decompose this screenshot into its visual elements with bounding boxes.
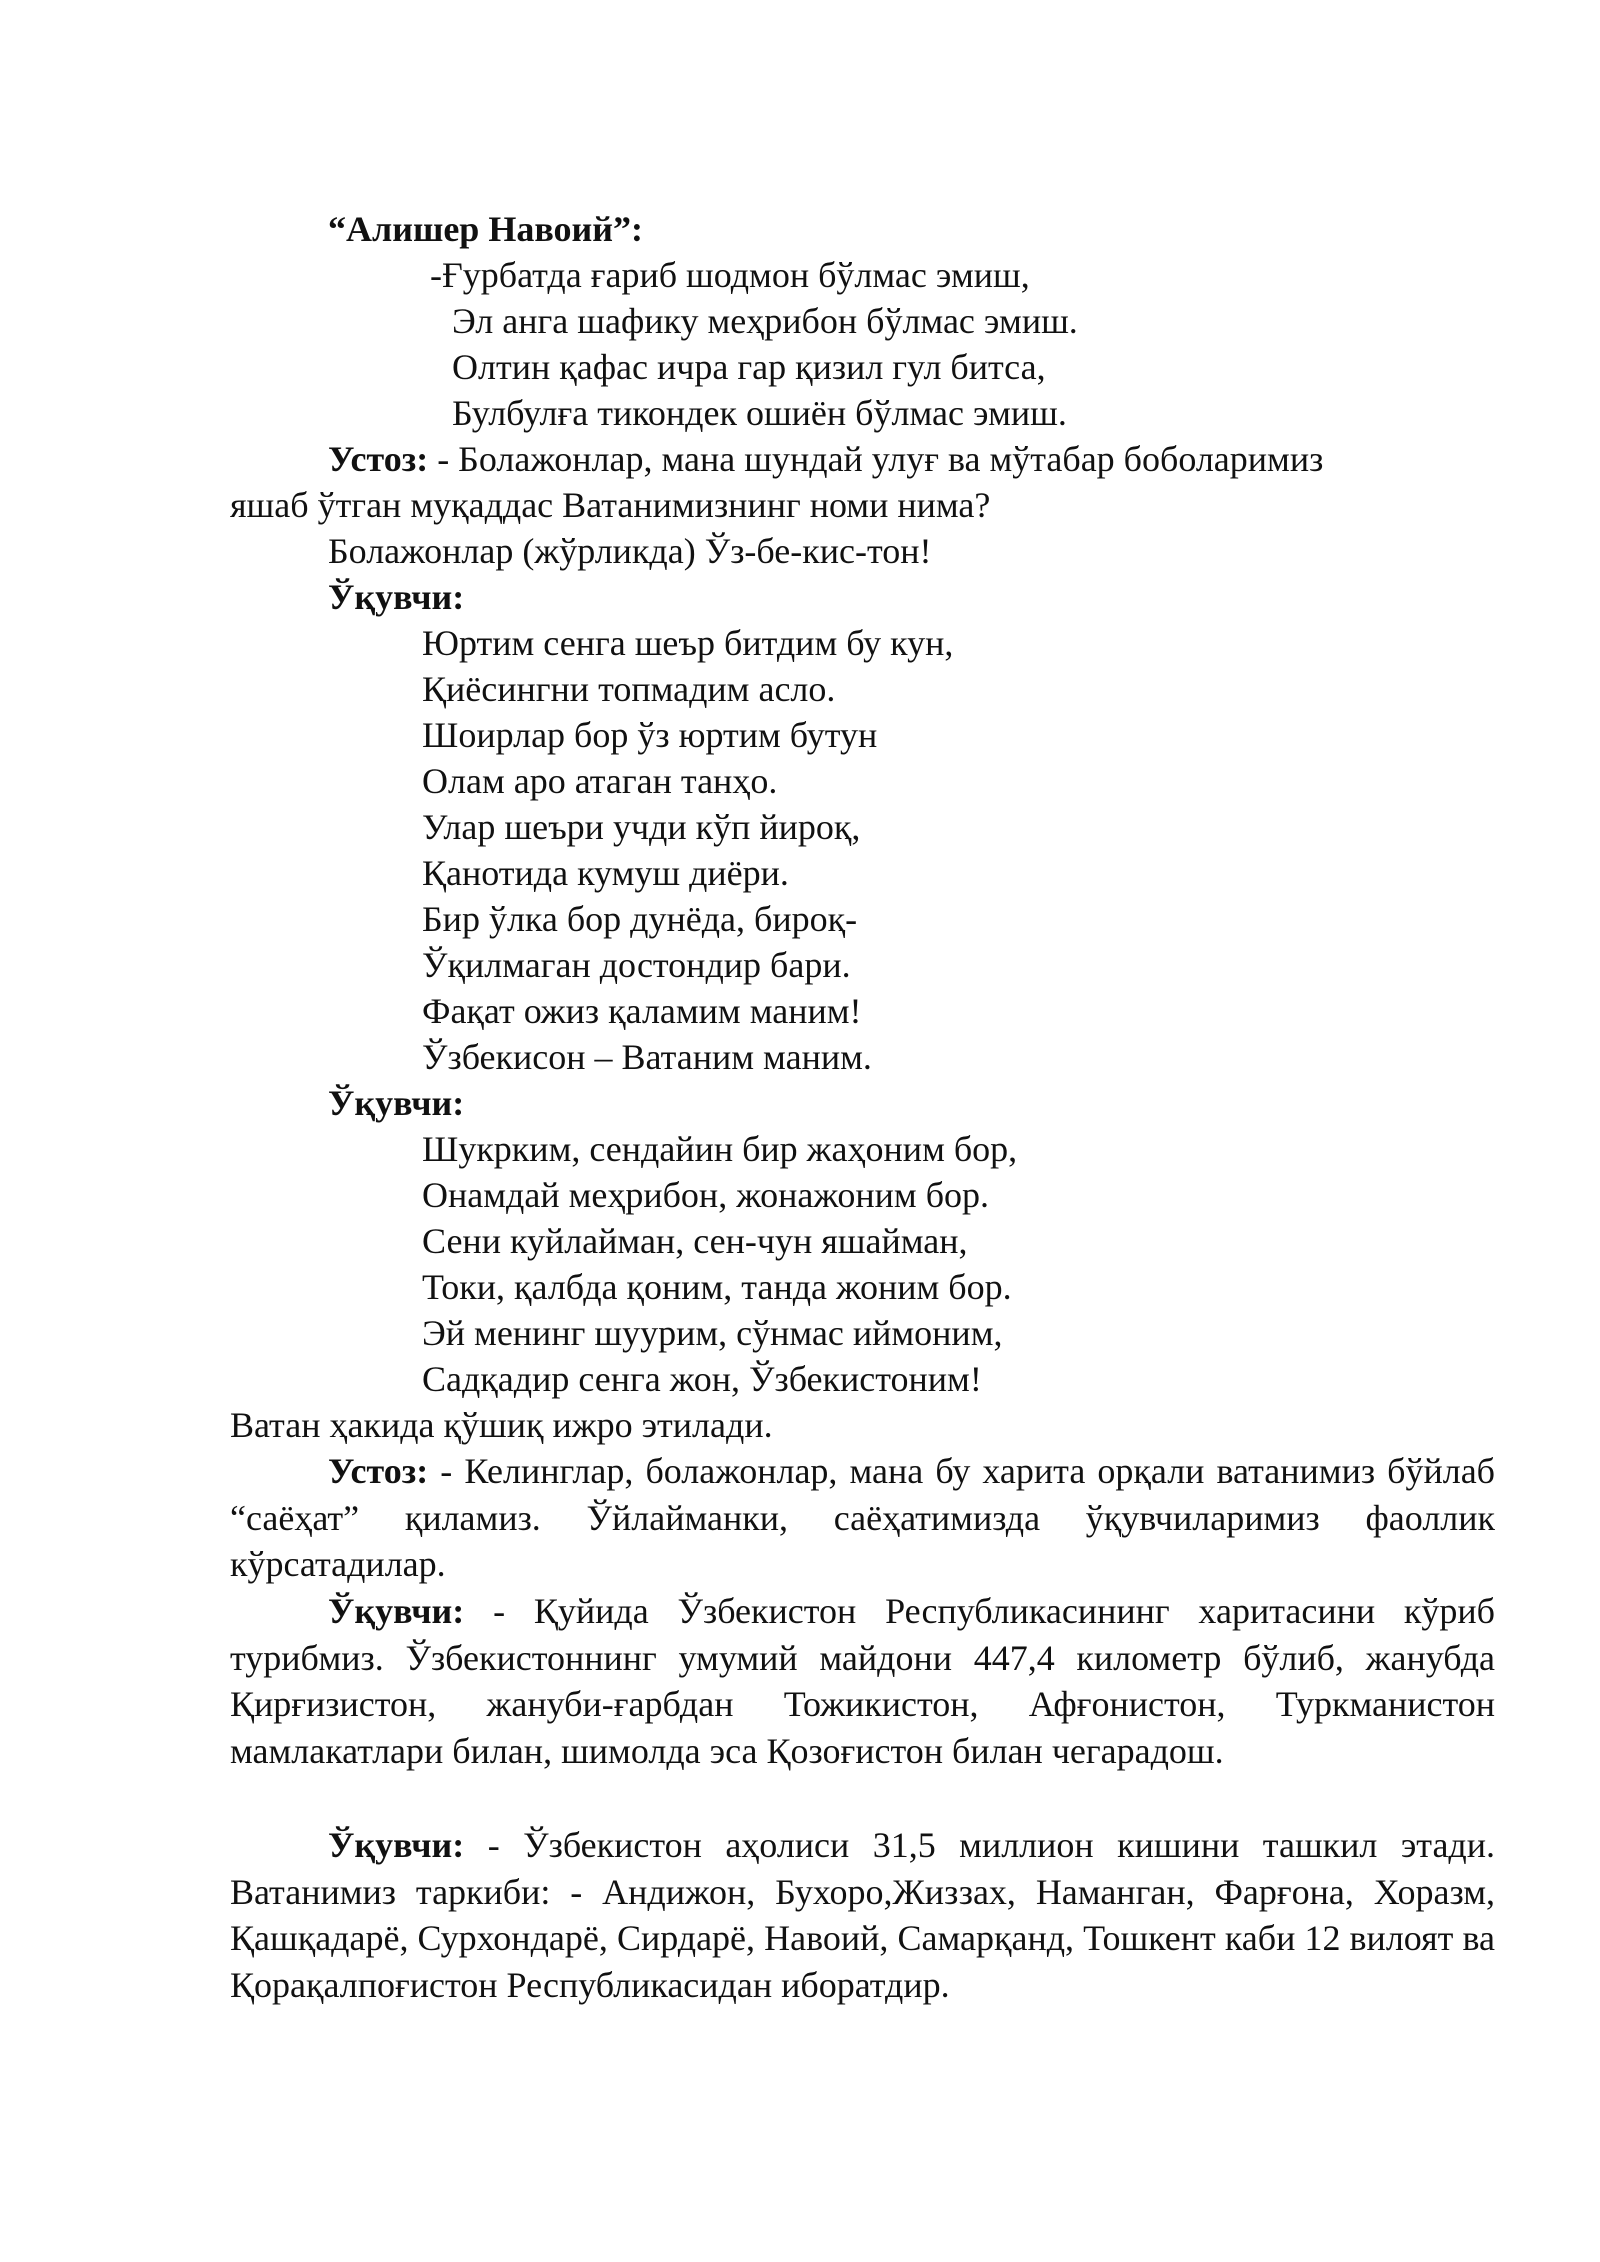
- poem-line: Сени куйлайман, сен-чун яшайман,: [422, 1221, 968, 1261]
- navoi-poem-line: -Ғурбатда ғариб шодмон бўлмас эмиш,: [430, 255, 1030, 295]
- poem-line: Эй менинг шуурим, сўнмас иймоним,: [422, 1313, 1003, 1353]
- poem-line: Онамдай меҳрибон, жонажоним бор.: [422, 1175, 990, 1215]
- speaker-label: Ўқувчи:: [328, 577, 465, 617]
- pupil-population-paragraph: [230, 1822, 1495, 2008]
- poem-line: Шукрким, сендайин бир жаҳоним бор,: [422, 1129, 1018, 1169]
- speaker-label: Ўқувчи:: [328, 1591, 465, 1631]
- poem-line: Қанотида кумуш диёри.: [422, 853, 789, 893]
- paragraph-text: - Қуйида Ўзбекистон Республикасининг харитасини кўриб турибмиз. Ўзбекистоннинг умумий майдони 447,4 километр бўлиб, жанубда Қирғизистон, жануби-ғарбдан Тожикистон, Афғонистон, Туркманистон мамлакатлари билан, шимолда эса Қозоғистон билан чегарадош.: [230, 1591, 1495, 1771]
- poem-line: Бир ўлка бор дунёда, бироқ-: [422, 899, 858, 939]
- pupil-map-paragraph: [230, 1588, 1495, 1774]
- poem-line: Шоирлар бор ўз юртим бутун: [422, 715, 878, 755]
- speaker-label: Ўқувчи:: [328, 1825, 465, 1865]
- navoi-poem-line: Булбулға тикондек ошиён бўлмас эмиш.: [452, 393, 1067, 433]
- paragraph-text: - Ўзбекистон аҳолиси 31,5 миллион кишини ташкил этади. Ватанимиз таркиби: - Андижон, Бухоро,Жиззах, Наманган, Фарғона, Хоразм, Қашқадарё, Сурхондарё, Сирдарё, Навоий, Самарқанд, Тошкент каби 12 вилоят ва Қорақалпоғистон Республикасидан иборатдир.: [230, 1825, 1495, 2005]
- teacher-question-line: яшаб ўтган муқаддас Ватанимизнинг номи нима?: [230, 485, 991, 525]
- navoi-heading: “Алишер Навоий”:: [328, 209, 643, 249]
- teacher-paragraph: [230, 1448, 1495, 1588]
- teacher-question-line: [328, 436, 1323, 482]
- navoi-poem-line: Эл анга шафику меҳрибон бўлмас эмиш.: [452, 301, 1078, 341]
- speaker-label: Ўқувчи:: [328, 1083, 465, 1123]
- children-answer: Болажонлар (жўрликда) Ўз-бе-кис-тон!: [328, 531, 932, 571]
- poem-line: Қиёсингни топмадим асло.: [422, 669, 836, 709]
- poem-line: Ўзбекисон – Ватаним маним.: [422, 1037, 872, 1077]
- paragraph-text: - Келинглар, болажонлар, мана бу харита орқали ватанимиз бўйлаб “саёҳат” қиламиз. Ўйлайманки, саёҳатимизда ўқувчиларимиз фаоллик кўрсатадилар.: [230, 1451, 1495, 1584]
- poem-line: Фақат ожиз қаламим маним!: [422, 991, 862, 1031]
- poem-line: Садқадир сенга жон, Ўзбекистоним!: [422, 1359, 982, 1399]
- speaker-label: Устоз:: [328, 439, 429, 479]
- poem-line: Юртим сенга шеър битдим бу кун,: [422, 623, 954, 663]
- poem-line: Токи, қалбда қоним, танда жоним бор.: [422, 1267, 1012, 1307]
- song-note: Ватан ҳакида қўшиқ ижро этилади.: [230, 1405, 773, 1445]
- poem-line: Олам аро атаган танҳо.: [422, 761, 778, 801]
- poem-line: Улар шеъри учди кўп йироқ,: [422, 807, 861, 847]
- poem-line: Ўқилмаган достондир бари.: [422, 945, 851, 985]
- speaker-label: Устоз:: [328, 1451, 429, 1491]
- navoi-poem-line: Олтин қафас ичра гар қизил гул битса,: [452, 347, 1046, 387]
- teacher-question-text: - Болажонлар, мана шундай улуғ ва мўтабар боболаримиз: [428, 439, 1324, 479]
